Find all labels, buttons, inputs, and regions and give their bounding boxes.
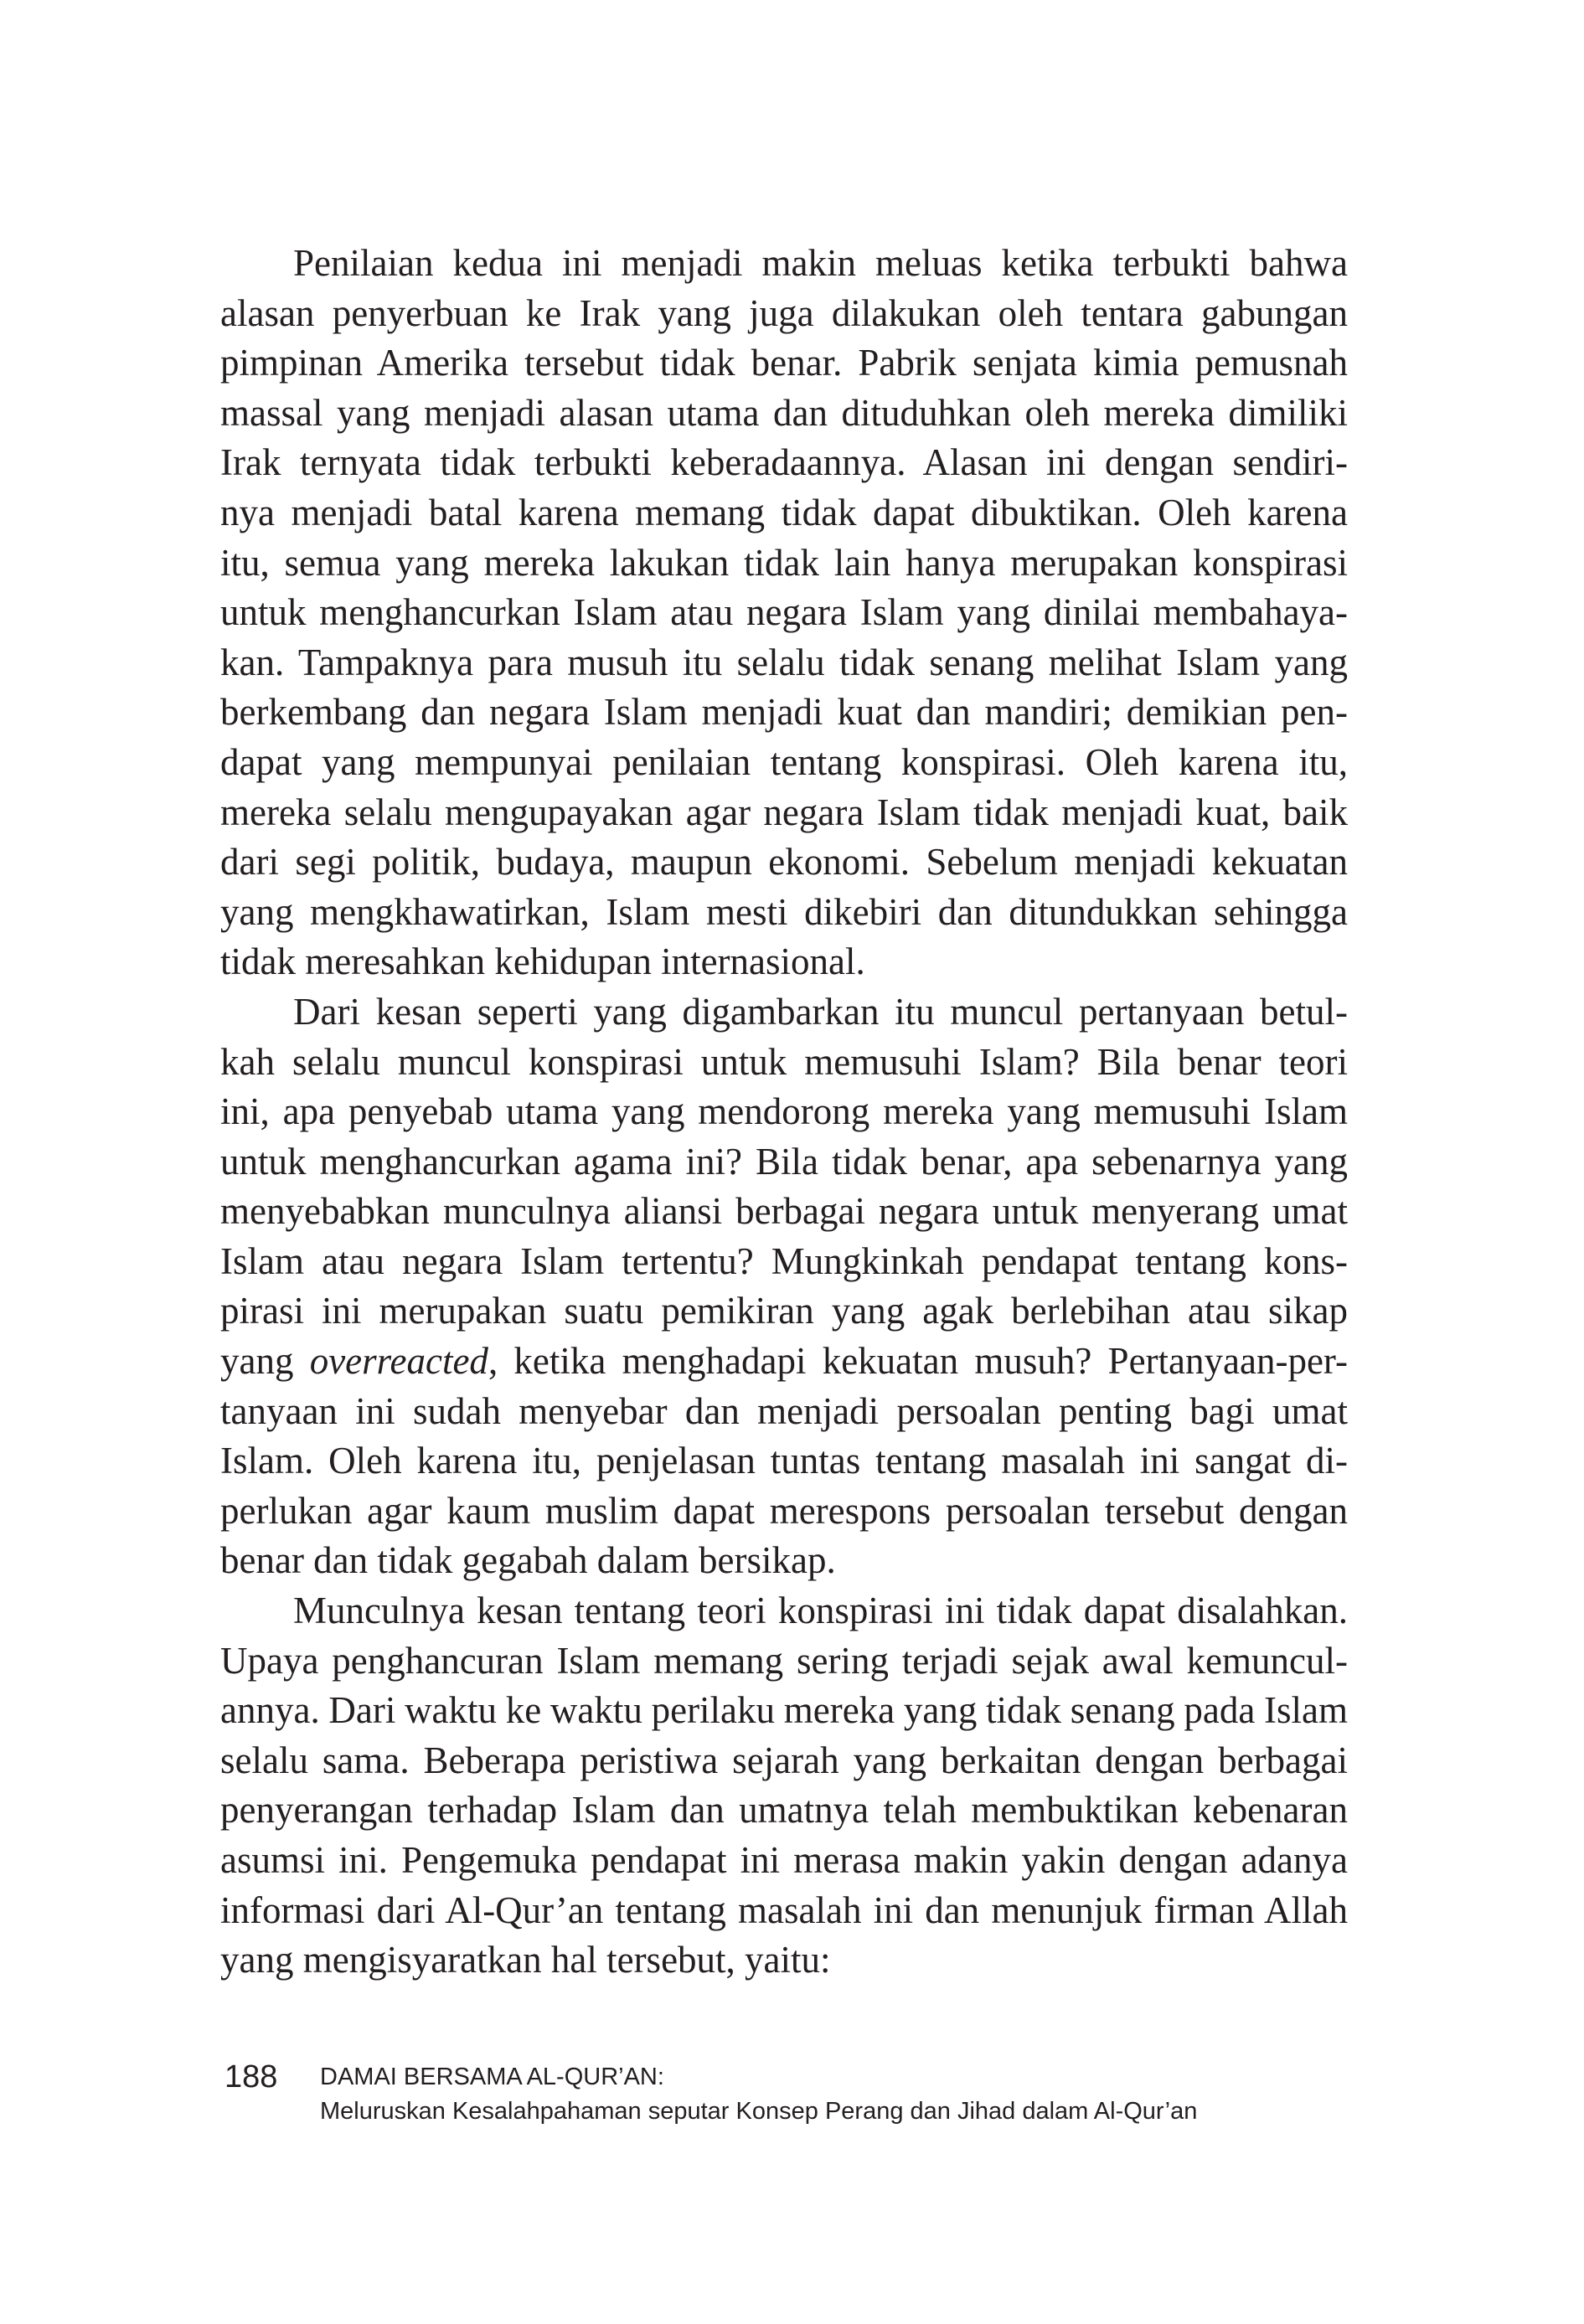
line-text: menyebabkan munculnya aliansi berbagai negara untuk menyerang umat <box>220 1190 1348 1233</box>
line-text: annya. Dari waktu ke waktu perilaku mereka yang tidak senang pada Islam <box>220 1689 1348 1732</box>
text-line <box>220 1038 1348 1088</box>
text-line <box>220 1237 1348 1287</box>
text-line <box>220 1436 1348 1487</box>
text-line <box>220 788 1348 838</box>
page-number: 188 <box>224 2059 278 2095</box>
line-text: untuk menghancurkan agama ini? Bila tidak benar, apa sebenarnya yang <box>220 1140 1348 1183</box>
text-segment: , ketika menghadapi kekuatan musuh? Pertanyaan-per- <box>488 1340 1348 1383</box>
text-line <box>220 438 1348 488</box>
body-text <box>220 239 1348 1986</box>
line-text: kah selalu muncul konspirasi untuk memusuhi Islam? Bila benar teori <box>220 1040 1348 1083</box>
text-line <box>220 1187 1348 1237</box>
text-line <box>220 289 1348 339</box>
book-title: DAMAI BERSAMA AL-QUR’AN: <box>320 2064 664 2090</box>
line-text: itu, semua yang mereka lakukan tidak lain hanya merupakan konspirasi <box>220 541 1348 584</box>
line-text: tidak meresahkan kehidupan internasional. <box>220 940 865 983</box>
text-line <box>220 1586 1348 1636</box>
text-line <box>220 937 1348 987</box>
text-line <box>220 1137 1348 1188</box>
text-line <box>220 1487 1348 1537</box>
line-text: untuk menghancurkan Islam atau negara Islam yang dinilai membahaya- <box>220 591 1348 634</box>
line-text: benar dan tidak gegabah dalam bersikap. <box>220 1539 836 1582</box>
line-text: yang mengisyaratkan hal tersebut, yaitu: <box>220 1939 831 1981</box>
text-line <box>220 389 1348 439</box>
line-text: Munculnya kesan tentang teori konspirasi ini tidak dapat disalahkan. <box>293 1590 1348 1632</box>
text-segment: yang <box>220 1340 310 1383</box>
line-text: informasi dari Al-Qur’an tentang masalah ini dan menunjuk firman Allah <box>220 1889 1348 1931</box>
text-line <box>220 1636 1348 1687</box>
text-line <box>220 1686 1348 1736</box>
text-line <box>220 1836 1348 1886</box>
line-text: pirasi ini merupakan suatu pemikiran yang agak berlebihan atau sikap <box>220 1290 1348 1332</box>
line-text: Penilaian kedua ini menjadi makin meluas ketika terbukti bahwa <box>293 242 1348 284</box>
line-text: Islam. Oleh karena itu, penjelasan tuntas tentang masalah ini sangat di- <box>220 1440 1348 1482</box>
line-text: pimpinan Amerika tersebut tidak benar. Pabrik senjata kimia pemusnah <box>220 342 1348 384</box>
text-line <box>220 1286 1348 1337</box>
text-line <box>220 1087 1348 1137</box>
text-line <box>220 738 1348 788</box>
line-text: penyerangan terhadap Islam dan umatnya telah membuktikan kebenaran <box>220 1789 1348 1832</box>
line-text: mereka selalu mengupayakan agar negara Islam tidak menjadi kuat, baik <box>220 791 1348 833</box>
line-text: dapat yang mempunyai penilaian tentang konspirasi. Oleh karena itu, <box>220 740 1348 783</box>
text-line <box>220 538 1348 589</box>
line-text: Dari kesan seperti yang digambarkan itu muncul pertanyaan betul- <box>293 990 1348 1033</box>
text-line <box>220 688 1348 738</box>
text-line <box>220 1387 1348 1437</box>
running-footer <box>320 2060 1197 2129</box>
line-text: Islam atau negara Islam tertentu? Mungkinkah pendapat tentang kons- <box>220 1239 1348 1282</box>
line-text: Irak ternyata tidak terbukti keberadaannya. Alasan ini dengan sendiri- <box>220 441 1348 484</box>
text-line <box>220 837 1348 888</box>
text-line <box>220 239 1348 289</box>
text-line <box>220 338 1348 389</box>
line-text: kan. Tampaknya para musuh itu selalu tidak senang melihat Islam yang <box>220 641 1348 683</box>
line-text: asumsi ini. Pengemuka pendapat ini merasa makin yakin dengan adanya <box>220 1839 1348 1881</box>
text-line <box>220 1337 1348 1387</box>
paragraph <box>220 1586 1348 1986</box>
line-text: tanyaan ini sudah menyebar dan menjadi persoalan penting bagi umat <box>220 1389 1348 1432</box>
text-line <box>220 638 1348 688</box>
line-text <box>220 1340 1348 1382</box>
line-text: nya menjadi batal karena memang tidak dapat dibuktikan. Oleh karena <box>220 491 1348 533</box>
text-line <box>220 488 1348 538</box>
line-text: alasan penyerbuan ke Irak yang juga dilakukan oleh tentara gabungan <box>220 291 1348 334</box>
text-line <box>220 987 1348 1038</box>
book-subtitle: Meluruskan Kesalahpahaman seputar Konsep Perang dan Jihad dalam Al-Qur’an <box>320 2098 1198 2125</box>
text-line <box>220 1536 1348 1586</box>
line-text: Upaya penghancuran Islam memang sering terjadi sejak awal kemuncul- <box>220 1639 1348 1682</box>
italic-term: overreacted <box>309 1340 488 1383</box>
line-text: selalu sama. Beberapa peristiwa sejarah yang berkaitan dengan berbagai <box>220 1739 1348 1781</box>
text-line <box>220 888 1348 938</box>
paragraph <box>220 239 1348 987</box>
line-text: massal yang menjadi alasan utama dan dituduhkan oleh mereka dimiliki <box>220 391 1348 434</box>
text-line <box>220 1736 1348 1786</box>
text-line <box>220 588 1348 638</box>
text-line <box>220 1786 1348 1836</box>
line-text: berkembang dan negara Islam menjadi kuat dan mandiri; demikian pen- <box>220 691 1348 734</box>
line-text: ini, apa penyebab utama yang mendorong mereka yang memusuhi Islam <box>220 1090 1348 1133</box>
text-line <box>220 1935 1348 1986</box>
line-text: dari segi politik, budaya, maupun ekonomi. Sebelum menjadi kekuatan <box>220 841 1348 884</box>
line-text: perlukan agar kaum muslim dapat merespons persoalan tersebut dengan <box>220 1489 1348 1532</box>
text-line <box>220 1886 1348 1936</box>
line-text: yang mengkhawatirkan, Islam mesti dikebiri dan ditundukkan sehingga <box>220 890 1348 933</box>
paragraph <box>220 987 1348 1586</box>
